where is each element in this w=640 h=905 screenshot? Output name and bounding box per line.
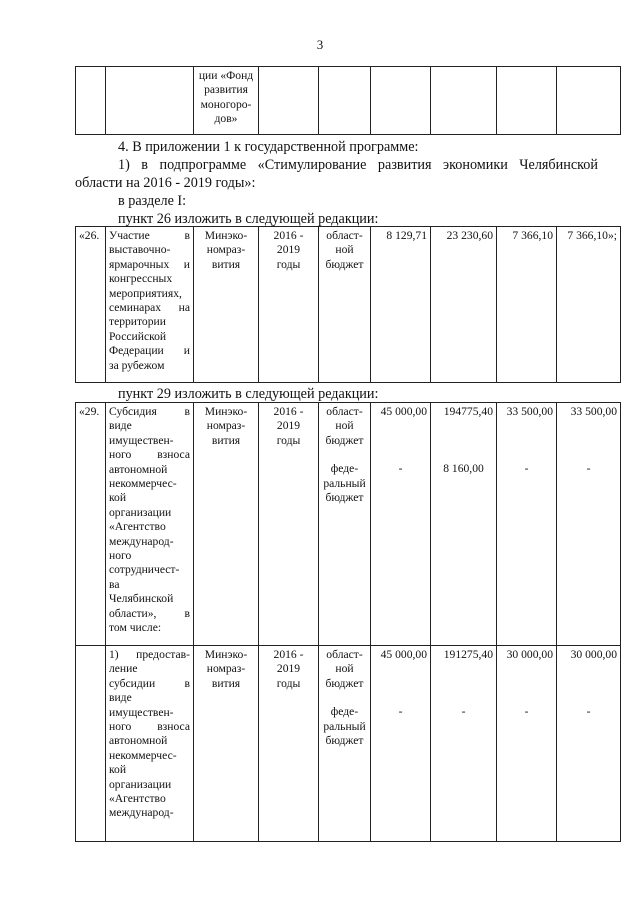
cell-empty	[259, 67, 319, 135]
period: 2016 - 2019 годы	[259, 646, 319, 842]
cell-empty	[431, 67, 497, 135]
amount-2016: 8 129,71	[371, 227, 431, 383]
funding-source: област- ной бюджет феде- ральный бюджет	[319, 646, 371, 842]
amount-2018: 7 366,10	[497, 227, 557, 383]
item-name: 1) предостав- ление субсидии в виде имуществен- ного взноса автономной некоммерчес- кой организации «Агентство международ-	[106, 646, 194, 842]
item-name: Субсидия в виде имуществен- ного взноса автономной некоммерчес- кой организации «Агентство международ- ного сотрудничест- ва Челябинской области», в том числе:	[106, 403, 194, 646]
cell-empty	[557, 67, 621, 135]
table-row	[76, 403, 621, 646]
amount-2016: 45 000,00 -	[371, 646, 431, 842]
executor: Минэко- номраз- вития	[194, 227, 259, 383]
amount-2016: 45 000,00 -	[371, 403, 431, 646]
paragraph-section: в разделе I:	[118, 193, 187, 209]
cell-empty	[319, 67, 371, 135]
funding-source: област- ной бюджет	[319, 227, 371, 383]
cell-empty	[106, 67, 194, 135]
item-number: «29.	[76, 403, 106, 646]
cell-empty	[76, 67, 106, 135]
executor: Минэко- номраз- вития	[194, 403, 259, 646]
paragraph-subprogram-line2: области на 2016 - 2019 годы»:	[75, 175, 256, 191]
table-row	[76, 227, 621, 383]
paragraph-item26: пункт 26 изложить в следующей редакции:	[118, 211, 379, 227]
page-number: 3	[316, 37, 324, 52]
executor: Минэко- номраз- вития	[194, 646, 259, 842]
item-name: Участие в выставочно- ярмарочных и конгрессных мероприятиях, семинарах на территории Российской Федерации и за рубежом	[106, 227, 194, 383]
period: 2016 - 2019 годы	[259, 227, 319, 383]
continuation-table	[75, 66, 621, 135]
table-item-29	[75, 402, 621, 842]
cell-empty	[497, 67, 557, 135]
executor-cell: ции «Фонд развития моногоро- дов»	[194, 67, 259, 135]
item-number: «26.	[76, 227, 106, 383]
cell-empty	[76, 646, 106, 842]
cell-empty	[371, 67, 431, 135]
amount-2019: 30 000,00 -	[557, 646, 621, 842]
amount-2017: 194775,40 8 160,00	[431, 403, 497, 646]
amount-2017: 191275,40 -	[431, 646, 497, 842]
amount-2017: 23 230,60	[431, 227, 497, 383]
funding-source: област- ной бюджет феде- ральный бюджет	[319, 403, 371, 646]
paragraph-appendix: 4. В приложении 1 к государственной программе:	[118, 139, 419, 155]
table-item-26	[75, 226, 621, 383]
table-row	[76, 646, 621, 842]
amount-2019: 7 366,10»;	[557, 227, 621, 383]
period: 2016 - 2019 годы	[259, 403, 319, 646]
paragraph-item29: пункт 29 изложить в следующей редакции:	[118, 386, 379, 402]
amount-2019: 33 500,00 -	[557, 403, 621, 646]
paragraph-subprogram-line1: 1) в подпрограмме «Стимулирование развития экономики Челябинской	[118, 157, 598, 173]
amount-2018: 30 000,00 -	[497, 646, 557, 842]
amount-2018: 33 500,00 -	[497, 403, 557, 646]
